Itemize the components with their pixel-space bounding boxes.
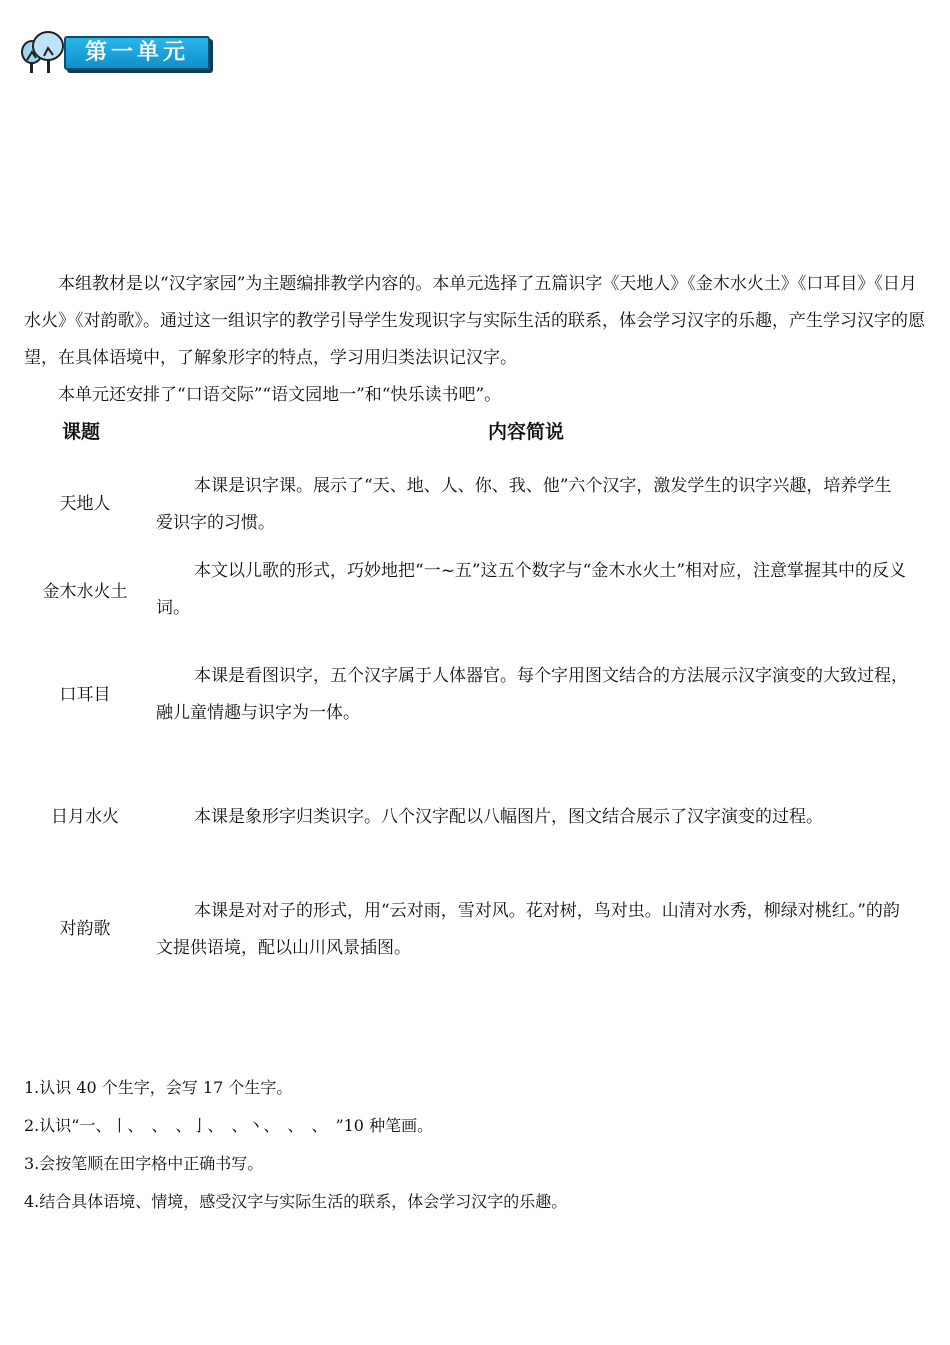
tree-icon [20,30,68,75]
goal-item: 2.认识“一、丨、 、 、亅、 、丶、 、 、 ”10 种笔画。 [24,1116,434,1135]
intro-paragraph-1: 本组教材是以“汉字家园”为主题编排教学内容的。本单元选择了五篇识字《天地人》《金木水火土》《口耳目》《日月水火》《对韵歌》。通过这一组识字的教学引导学生发现识字与实际生活的联系，体会学习汉字的乐趣，产生学习汉字的愿望，在具体语境中，了解象形字的特点，学习用归类法识记汉字。 [24,274,925,368]
lesson-description: 本课是识字课。展示了“天、地、人、你、我、他”六个汉字，激发学生的识字兴趣，培养学生爱识字的习惯。 [156,476,892,533]
table-header-lesson: 课题 [62,421,101,443]
lesson-title: 金木水火土 [42,582,128,602]
table-header-summary: 内容简说 [488,421,565,443]
lesson-title: 日月水火 [51,807,119,827]
lesson-description: 本文以儿歌的形式，巧妙地把“一~五”这五个数字与“金木水火土”相对应，注意掌握其中的反义词。 [156,561,907,618]
unit-header [20,30,200,75]
lesson-description: 本课是看图识字，五个汉字属于人体器官。每个字用图文结合的方法展示汉字演变的大致过程，融儿童情趣与识字为一体。 [156,666,908,723]
learning-goals [24,1069,929,1221]
lesson-title: 对韵歌 [59,919,111,939]
lesson-title: 口耳目 [59,685,111,705]
goal-item: 3.会按笔顺在田字格中正确书写。 [24,1154,264,1173]
goal-item: 4.结合具体语境、情境，感受汉字与实际生活的联系，体会学习汉字的乐趣。 [24,1192,568,1211]
goal-item: 1.认识 40 个生字，会写 17 个生字。 [24,1078,293,1097]
intro-paragraph-2: 本单元还安排了“口语交际”“语文园地一”和“快乐读书吧”。 [58,385,502,405]
unit-title: 第一单元 [84,40,189,65]
lesson-description: 本课是对对子的形式，用“云对雨，雪对风。花对树，鸟对虫。山清对水秀，柳绿对桃红。”的韵文提供语境，配以山川风景插图。 [156,901,900,958]
lesson-description: 本课是象形字归类识字。八个汉字配以八幅图片，图文结合展示了汉字演变的过程。 [194,807,823,827]
lesson-title: 天地人 [59,494,111,514]
unit-badge [64,36,210,70]
